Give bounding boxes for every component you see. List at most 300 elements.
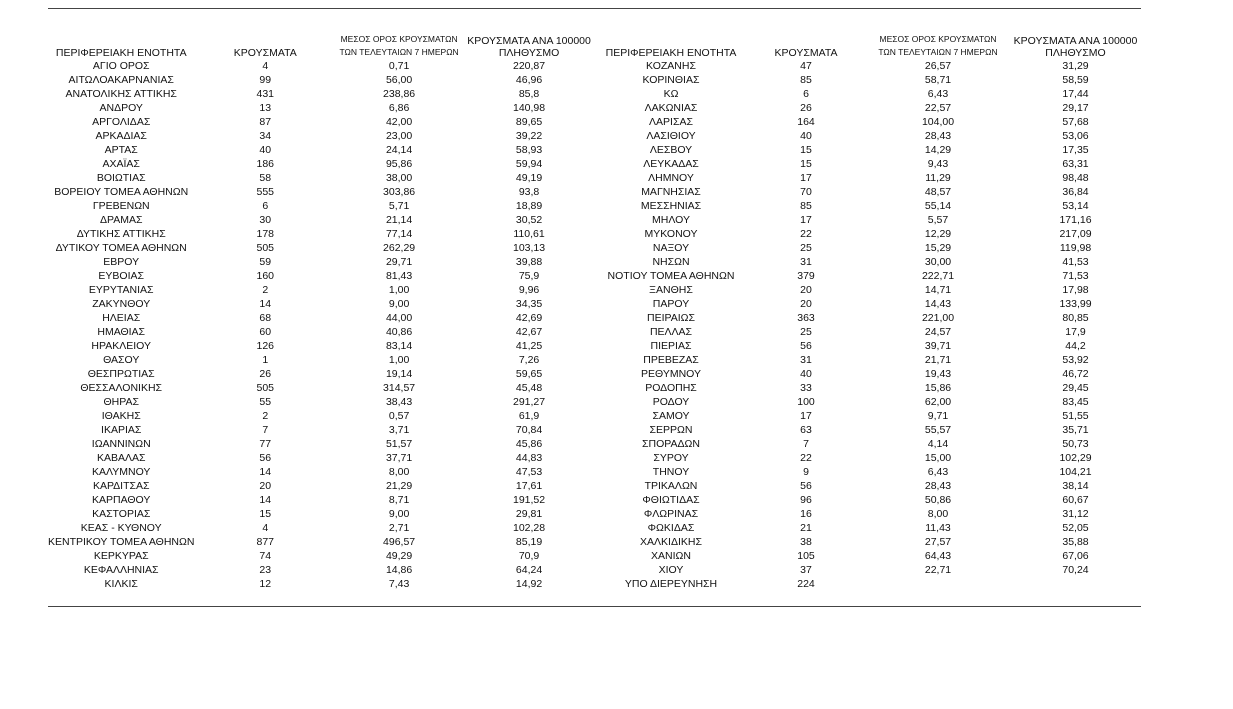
table-row <box>596 325 1141 339</box>
cell-cases: 20 <box>259 480 272 492</box>
cell-cases: 85 <box>800 74 812 86</box>
cell-cases: 56 <box>800 340 812 352</box>
table-row <box>596 311 1141 325</box>
cell-per100k: 7,26 <box>518 354 540 366</box>
table-row <box>48 143 596 157</box>
cell-region: ΕΒΡΟΥ <box>103 256 140 268</box>
column-header-avg7-line2: ΤΩΝ ΤΕΛΕΥΤΑΙΩΝ 7 ΗΜΕΡΩΝ <box>878 47 998 57</box>
cell-region: ΣΥΡΟΥ <box>653 452 689 464</box>
table-row <box>48 227 596 241</box>
table-row <box>48 199 596 213</box>
table-row <box>596 213 1141 227</box>
table-row <box>48 213 596 227</box>
table-row <box>596 535 1141 549</box>
table-row <box>596 367 1141 381</box>
cell-region: ΗΜΑΘΙΑΣ <box>97 326 146 338</box>
column-header-cases: ΚΡΟΥΣΜΑΤΑ <box>774 47 838 59</box>
cell-cases: 379 <box>797 270 815 282</box>
cell-region: ΛΑΣΙΘΙΟΥ <box>646 130 696 142</box>
cell-per100k: 191,52 <box>512 494 546 506</box>
table-row <box>48 577 596 591</box>
cell-region: ΓΡΕΒΕΝΩΝ <box>92 200 150 212</box>
table-row <box>48 437 596 451</box>
cell-region: ΠΕΛΛΑΣ <box>649 326 693 338</box>
cell-avg7: 496,57 <box>383 536 416 548</box>
table-row <box>596 157 1141 171</box>
cell-avg7: 262,29 <box>383 242 416 254</box>
cell-per100k: 29,17 <box>1062 102 1089 114</box>
cell-cases: 77 <box>259 438 272 450</box>
cell-region: ΑΧΑΪΑΣ <box>102 158 140 170</box>
cell-avg7: 26,57 <box>924 60 952 72</box>
cell-per100k: 70,84 <box>515 424 543 436</box>
column-header-per100k-line1: ΚΡΟΥΣΜΑΤΑ ΑΝΑ 100000 <box>467 35 591 47</box>
column-header-per100k <box>462 30 596 59</box>
cell-cases: 70 <box>800 186 812 198</box>
cell-cases: 34 <box>259 130 272 142</box>
cell-cases: 33 <box>800 382 812 394</box>
cell-per100k: 217,09 <box>1059 228 1092 240</box>
cell-cases: 431 <box>256 88 275 100</box>
cell-region: ΚΟΡΙΝΘΙΑΣ <box>642 74 700 86</box>
cell-avg7: 58,71 <box>924 74 952 86</box>
table-row <box>596 409 1141 423</box>
cell-avg7: 11,43 <box>925 522 951 534</box>
cell-per100k: 93,8 <box>518 186 540 198</box>
cell-avg7: 11,29 <box>925 172 951 184</box>
cell-per100k: 36,84 <box>1062 186 1089 198</box>
cell-cases: 25 <box>800 326 812 338</box>
cell-region: ΣΕΡΡΩΝ <box>649 424 693 436</box>
cell-cases: 555 <box>256 186 275 198</box>
cell-region: ΥΠΟ ΔΙΕΡΕΥΝΗΣΗ <box>624 578 718 590</box>
table-body-right <box>596 59 1141 591</box>
cell-region: ΔΡΑΜΑΣ <box>99 214 143 226</box>
cell-per100k: 39,22 <box>515 130 543 142</box>
cell-avg7 <box>866 577 1010 591</box>
cell-per100k: 31,29 <box>1062 60 1089 72</box>
right-table-container <box>596 30 1141 591</box>
cell-cases: 12 <box>259 578 272 590</box>
cell-per100k: 44,2 <box>1065 340 1086 352</box>
cell-region: ΠΕΙΡΑΙΩΣ <box>647 312 695 324</box>
cell-cases: 26 <box>800 102 812 114</box>
table-row <box>48 255 596 269</box>
cell-cases: 68 <box>259 312 272 324</box>
cell-avg7: 9,71 <box>927 410 949 422</box>
table-row <box>48 325 596 339</box>
cell-region: ΑΝΔΡΟΥ <box>99 102 143 114</box>
cell-region: ΚΑΒΑΛΑΣ <box>96 452 146 464</box>
cell-cases: 877 <box>256 536 275 548</box>
cell-region: ΘΕΣΠΡΩΤΙΑΣ <box>87 368 155 380</box>
table-row <box>596 269 1141 283</box>
cell-per100k: 119,98 <box>1059 242 1092 254</box>
cell-avg7: 1,00 <box>388 284 410 296</box>
cell-per100k: 31,12 <box>1062 508 1089 520</box>
cell-avg7: 30,00 <box>924 256 952 268</box>
cell-cases: 14 <box>259 494 272 506</box>
cell-region: ΠΡΕΒΕΖΑΣ <box>643 354 699 366</box>
cell-cases: 15 <box>800 144 812 156</box>
column-header-avg7 <box>866 30 1010 59</box>
cell-region: ΘΗΡΑΣ <box>103 396 139 408</box>
cell-region: ΚΙΛΚΙΣ <box>104 578 138 590</box>
cell-cases: 31 <box>800 256 812 268</box>
cases-table-left <box>48 30 596 591</box>
cell-avg7: 22,57 <box>924 102 952 114</box>
table-row <box>596 451 1141 465</box>
cell-per100k: 50,73 <box>1062 438 1089 450</box>
table-row <box>48 171 596 185</box>
table-row <box>596 493 1141 507</box>
cell-region: ΦΩΚΙΔΑΣ <box>647 522 695 534</box>
cell-per100k: 42,69 <box>515 312 543 324</box>
cell-per100k: 35,88 <box>1062 536 1089 548</box>
cell-per100k: 53,06 <box>1062 130 1089 142</box>
cell-per100k: 57,68 <box>1062 116 1089 128</box>
cell-avg7: 5,57 <box>927 214 949 226</box>
cell-region: ΝΗΣΩΝ <box>652 256 690 268</box>
cell-avg7: 21,29 <box>385 480 413 492</box>
cell-region: ΒΟΙΩΤΙΑΣ <box>96 172 146 184</box>
table-body-left <box>48 59 596 591</box>
table-row <box>48 465 596 479</box>
cell-avg7: 28,43 <box>924 130 952 142</box>
cell-cases: 14 <box>259 298 272 310</box>
cell-region: ΤΗΝΟΥ <box>652 466 690 478</box>
cell-region: ΜΥΚΟΝΟΥ <box>644 228 698 240</box>
cell-per100k: 291,27 <box>512 396 546 408</box>
cell-region: ΝΟΤΙΟΥ ΤΟΜΕΑ ΑΘΗΝΩΝ <box>607 270 735 282</box>
cell-cases: 126 <box>256 340 275 352</box>
cell-region: ΒΟΡΕΙΟΥ ΤΟΜΕΑ ΑΘΗΝΩΝ <box>54 186 189 198</box>
cell-per100k: 9,96 <box>518 284 540 296</box>
column-header-avg7 <box>336 30 462 59</box>
cell-per100k: 171,16 <box>1059 214 1092 226</box>
cell-per100k: 18,89 <box>515 200 543 212</box>
table-row <box>596 283 1141 297</box>
cell-avg7: 37,71 <box>385 452 413 464</box>
cell-region: ΙΩΑΝΝΙΝΩΝ <box>91 438 151 450</box>
cell-region: ΛΕΣΒΟΥ <box>649 144 693 156</box>
table-row <box>596 73 1141 87</box>
cell-cases: 160 <box>256 270 275 282</box>
cell-per100k: 45,48 <box>515 382 543 394</box>
cell-cases: 186 <box>256 158 275 170</box>
cell-cases: 505 <box>256 242 275 254</box>
cell-avg7: 28,43 <box>924 480 952 492</box>
cell-per100k: 39,88 <box>515 256 543 268</box>
cell-per100k: 35,71 <box>1062 424 1089 436</box>
cell-region: ΘΕΣΣΑΛΟΝΙΚΗΣ <box>80 382 163 394</box>
cell-region: ΣΠΟΡΑΔΩΝ <box>642 438 700 450</box>
cell-cases: 56 <box>800 480 812 492</box>
cell-per100k: 104,21 <box>1059 466 1092 478</box>
cell-avg7: 15,29 <box>924 242 952 254</box>
table-row <box>596 129 1141 143</box>
cell-region: ΚΩ <box>663 88 679 100</box>
cell-avg7: 314,57 <box>383 382 416 394</box>
table-row <box>48 73 596 87</box>
table-row <box>596 115 1141 129</box>
cell-per100k: 64,24 <box>515 564 543 576</box>
cell-per100k: 30,52 <box>515 214 543 226</box>
cell-region: ΘΑΣΟΥ <box>103 354 140 366</box>
cell-cases: 31 <box>800 354 812 366</box>
cell-avg7: 9,43 <box>927 158 949 170</box>
cell-avg7: 24,57 <box>924 326 952 338</box>
cell-region: ΔΥΤΙΚΗΣ ΑΤΤΙΚΗΣ <box>76 228 166 240</box>
cell-per100k: 103,13 <box>512 242 546 254</box>
cell-cases: 13 <box>259 102 272 114</box>
cell-per100k: 58,93 <box>515 144 543 156</box>
table-row <box>48 115 596 129</box>
cell-avg7: 23,00 <box>385 130 413 142</box>
cell-cases: 96 <box>800 494 812 506</box>
cell-per100k: 17,61 <box>515 480 543 492</box>
cell-cases: 55 <box>259 396 272 408</box>
table-row <box>596 395 1141 409</box>
table-row <box>48 185 596 199</box>
cell-per100k <box>1010 577 1141 591</box>
cell-avg7: 222,71 <box>921 270 955 282</box>
cell-cases: 363 <box>797 312 815 324</box>
column-header-avg7-line2: ΤΩΝ ΤΕΛΕΥΤΑΙΩΝ 7 ΗΜΕΡΩΝ <box>339 47 459 57</box>
cell-avg7: 44,00 <box>385 312 413 324</box>
cell-region: ΛΕΥΚΑΔΑΣ <box>643 158 699 170</box>
table-row <box>48 59 596 73</box>
column-header-avg7-line1: ΜΕΣΟΣ ΟΡΟΣ ΚΡΟΥΣΜΑΤΩΝ <box>879 34 997 44</box>
cell-cases: 25 <box>800 242 812 254</box>
cell-avg7: 40,86 <box>385 326 413 338</box>
table-row <box>48 101 596 115</box>
cell-per100k: 58,59 <box>1062 74 1089 86</box>
table-row <box>48 381 596 395</box>
cell-cases: 505 <box>256 382 275 394</box>
table-row <box>596 437 1141 451</box>
cell-per100k: 17,35 <box>1062 144 1089 156</box>
cell-avg7: 56,00 <box>385 74 413 86</box>
table-row <box>596 185 1141 199</box>
cell-avg7: 8,00 <box>388 466 410 478</box>
cell-cases: 99 <box>259 74 272 86</box>
table-row <box>596 339 1141 353</box>
table-row <box>48 423 596 437</box>
cell-region: ΧΑΛΚΙΔΙΚΗΣ <box>640 536 702 548</box>
cell-avg7: 55,57 <box>924 424 952 436</box>
cell-cases: 23 <box>259 564 272 576</box>
cell-region: ΧΑΝΙΩΝ <box>651 550 691 562</box>
cell-cases: 20 <box>800 284 812 296</box>
cell-avg7: 38,43 <box>385 396 413 408</box>
table-row <box>596 199 1141 213</box>
cell-cases: 38 <box>800 536 812 548</box>
cell-avg7: 2,71 <box>388 522 410 534</box>
cell-cases: 7 <box>262 424 269 436</box>
table-row <box>48 507 596 521</box>
cell-cases: 4 <box>262 522 269 534</box>
table-row <box>48 283 596 297</box>
cell-avg7: 6,43 <box>927 88 949 100</box>
cell-avg7: 9,00 <box>388 508 410 520</box>
cell-avg7: 104,00 <box>921 116 955 128</box>
cell-avg7: 14,71 <box>924 284 952 296</box>
table-row <box>596 101 1141 115</box>
table-row <box>596 241 1141 255</box>
cell-per100k: 14,92 <box>515 578 543 590</box>
cell-avg7: 7,43 <box>388 578 410 590</box>
cell-per100k: 34,35 <box>515 298 543 310</box>
cell-avg7: 29,71 <box>385 256 413 268</box>
table-row <box>48 339 596 353</box>
cell-avg7: 95,86 <box>385 158 413 170</box>
cell-cases: 1 <box>262 354 269 366</box>
table-row <box>48 451 596 465</box>
cell-avg7: 49,29 <box>385 550 413 562</box>
table-header-row <box>596 30 1141 59</box>
cell-cases: 6 <box>803 88 809 100</box>
cell-avg7: 24,14 <box>385 144 413 156</box>
cell-cases: 17 <box>800 410 812 422</box>
cell-cases: 22 <box>800 228 812 240</box>
cell-per100k: 52,05 <box>1062 522 1089 534</box>
cell-cases: 17 <box>800 214 812 226</box>
cell-region: ΠΑΡΟΥ <box>652 298 690 310</box>
cell-avg7: 3,71 <box>388 424 410 436</box>
cell-avg7: 14,29 <box>924 144 952 156</box>
table-row <box>48 297 596 311</box>
column-header-avg7-line1: ΜΕΣΟΣ ΟΡΟΣ ΚΡΟΥΣΜΑΤΩΝ <box>340 34 458 44</box>
cell-cases: 16 <box>800 508 812 520</box>
cell-avg7: 238,86 <box>383 88 416 100</box>
table-row <box>596 479 1141 493</box>
cell-per100k: 49,19 <box>515 172 543 184</box>
cell-per100k: 133,99 <box>1059 298 1092 310</box>
cell-per100k: 110,61 <box>513 228 545 240</box>
cell-cases: 224 <box>797 578 815 590</box>
cell-region: ΛΑΡΙΣΑΣ <box>649 116 693 128</box>
column-header-region: ΠΕΡΙΦΕΡΕΙΑΚΗ ΕΝΟΤΗΤΑ <box>55 47 187 59</box>
cell-avg7: 14,86 <box>385 564 413 576</box>
cell-cases: 15 <box>800 158 812 170</box>
cell-region: ΔΥΤΙΚΟΥ ΤΟΜΕΑ ΑΘΗΝΩΝ <box>55 242 187 254</box>
cell-per100k: 83,45 <box>1062 396 1089 408</box>
cell-avg7: 21,71 <box>924 354 952 366</box>
cell-region: ΕΥΡΥΤΑΝΙΑΣ <box>88 284 154 296</box>
cell-per100k: 220,87 <box>512 60 546 72</box>
cell-region: ΚΕΦΑΛΛΗΝΙΑΣ <box>83 564 159 576</box>
cell-avg7: 4,14 <box>927 438 949 450</box>
cases-table-right <box>596 30 1141 591</box>
cell-region: ΗΛΕΙΑΣ <box>102 312 141 324</box>
cell-region: ΚΟΖΑΝΗΣ <box>646 60 696 72</box>
table-row <box>596 59 1141 73</box>
top-rule <box>48 8 1141 9</box>
cell-per100k: 85,19 <box>515 536 543 548</box>
cell-avg7: 48,57 <box>924 186 952 198</box>
cell-cases: 87 <box>259 116 272 128</box>
table-row <box>596 563 1141 577</box>
cell-per100k: 59,94 <box>515 158 543 170</box>
cell-per100k: 46,72 <box>1062 368 1089 380</box>
cell-per100k: 53,92 <box>1062 354 1089 366</box>
cell-per100k: 61,9 <box>518 410 540 422</box>
cell-avg7: 14,43 <box>924 298 952 310</box>
cell-avg7: 221,00 <box>921 312 955 324</box>
cell-region: ΦΛΩΡΙΝΑΣ <box>643 508 699 520</box>
cell-region: ΜΑΓΝΗΣΙΑΣ <box>641 186 701 198</box>
cell-cases: 2 <box>262 284 269 296</box>
cell-per100k: 42,67 <box>515 326 543 338</box>
table-row <box>48 535 596 549</box>
cell-region: ΚΕΑΣ - ΚΥΘΝΟΥ <box>80 522 162 534</box>
cell-avg7: 9,00 <box>388 298 410 310</box>
table-row <box>48 521 596 535</box>
table-row <box>596 297 1141 311</box>
cell-region: ΚΑΛΥΜΝΟΥ <box>92 466 151 478</box>
cell-per100k: 38,14 <box>1062 480 1089 492</box>
cell-region: ΚΑΡΔΙΤΣΑΣ <box>92 480 150 492</box>
cell-cases: 164 <box>797 116 815 128</box>
cell-avg7: 38,00 <box>385 172 413 184</box>
cell-avg7: 19,43 <box>924 368 952 380</box>
table-row <box>596 465 1141 479</box>
table-row <box>48 549 596 563</box>
table-row <box>596 507 1141 521</box>
cell-avg7: 0,71 <box>388 60 410 72</box>
cell-per100k: 63,31 <box>1062 158 1089 170</box>
cell-cases: 21 <box>800 522 812 534</box>
cell-cases: 4 <box>262 60 269 72</box>
table-row <box>48 311 596 325</box>
cell-per100k: 102,29 <box>1059 452 1092 464</box>
cell-avg7: 303,86 <box>383 186 416 198</box>
cell-per100k: 80,85 <box>1062 312 1089 324</box>
cell-avg7: 64,43 <box>924 550 952 562</box>
cell-avg7: 15,86 <box>924 382 952 394</box>
cell-per100k: 85,8 <box>518 88 540 100</box>
cell-per100k: 102,28 <box>512 522 546 534</box>
left-table-container <box>48 30 596 591</box>
cell-region: ΚΑΣΤΟΡΙΑΣ <box>92 508 151 520</box>
cell-cases: 26 <box>259 368 272 380</box>
table-row <box>596 255 1141 269</box>
cell-per100k: 70,9 <box>518 550 540 562</box>
column-header-per100k-line2: ΠΛΗΘΥΣΜΟ <box>1045 47 1106 59</box>
cell-per100k: 46,96 <box>515 74 543 86</box>
cell-region: ΑΡΚΑΔΙΑΣ <box>95 130 147 142</box>
cell-cases: 6 <box>262 200 269 212</box>
cell-avg7: 8,00 <box>927 508 949 520</box>
cell-per100k: 89,65 <box>515 116 543 128</box>
cell-region: ΞΑΝΘΗΣ <box>649 284 693 296</box>
column-header-per100k-line1: ΚΡΟΥΣΜΑΤΑ ΑΝΑ 100000 <box>1013 35 1138 47</box>
cell-cases: 47 <box>800 60 812 72</box>
cell-region: ΑΙΤΩΛΟΑΚΑΡΝΑΝΙΑΣ <box>68 74 174 86</box>
cell-region: ΑΝΑΤΟΛΙΚΗΣ ΑΤΤΙΚΗΣ <box>65 88 177 100</box>
cell-region: ΧΙΟΥ <box>658 564 684 576</box>
table-row <box>596 521 1141 535</box>
cell-region: ΑΡΓΟΛΙΔΑΣ <box>92 116 151 128</box>
cell-cases: 58 <box>259 172 272 184</box>
cell-per100k: 71,53 <box>1062 270 1089 282</box>
column-header-cases: ΚΡΟΥΣΜΑΤΑ <box>233 47 297 59</box>
table-row <box>596 577 1141 591</box>
cell-avg7: 1,00 <box>388 354 410 366</box>
cell-region: ΤΡΙΚΑΛΩΝ <box>644 480 698 492</box>
cell-region: ΚΕΝΤΡΙΚΟΥ ΤΟΜΕΑ ΑΘΗΝΩΝ <box>48 536 195 548</box>
